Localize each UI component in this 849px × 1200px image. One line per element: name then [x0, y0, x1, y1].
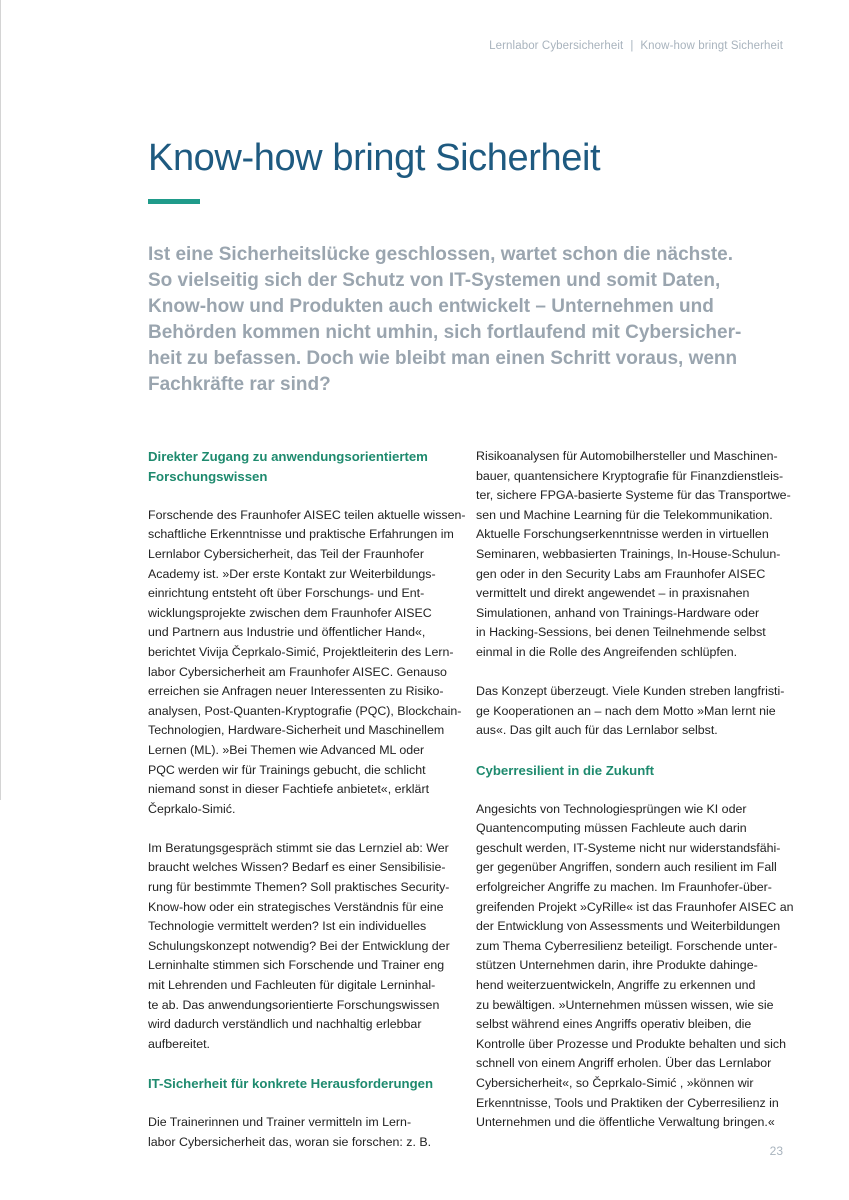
lead-line: Behörden kommen nicht umhin, sich fortlaufend mit Cybersicher-: [148, 322, 742, 343]
page-number: 23: [769, 1144, 783, 1158]
text-line: Unternehmen und die öffentliche Verwaltung bringen.«: [476, 1115, 775, 1130]
text-line: analysen, Post-Quanten-Kryptografie (PQC), Blockchain-: [148, 703, 462, 718]
header-separator: |: [630, 40, 634, 52]
text-line: labor Cybersicherheit am Fraunhofer AISEC. Genauso: [148, 664, 447, 679]
text-line: Simulationen, anhand von Trainings-Hardware oder: [476, 605, 760, 620]
text-line: Technologie vermittelt werden? Ist ein individuelles: [148, 919, 427, 934]
text-line: Kontrolle über Prozesse und Produkte behalten und sich: [476, 1036, 786, 1051]
text-line: Seminaren, webbasierten Trainings, In-House-Schulun-: [476, 546, 781, 561]
text-line: Im Beratungsgespräch stimmt sie das Lernziel ab: Wer: [148, 840, 449, 855]
text-line: zu bewältigen. »Unternehmen müssen wissen, wie sie: [476, 997, 774, 1012]
text-line: Aktuelle Forschungserkenntnisse werden in virtuellen: [476, 527, 769, 542]
text-line: Academy ist. »Der erste Kontakt zur Weiterbildungs-: [148, 566, 436, 581]
text-line: hend weiterzuentwickeln, Angriffe zu erkennen und: [476, 978, 756, 993]
text-line: PQC werden wir für Trainings gebucht, die schlicht: [148, 762, 426, 777]
text-line: Čeprkalo-Simić.: [148, 801, 236, 816]
lead-line: Ist eine Sicherheitslücke geschlossen, wartet schon die nächste.: [148, 244, 733, 265]
text-line: Technologien, Hardware-Sicherheit und Maschinellem: [148, 723, 445, 738]
page-edge-rule: [0, 0, 1, 800]
lead-line: So vielseitig sich der Schutz von IT-Systemen und somit Daten,: [148, 270, 721, 291]
lead-line: Know-how und Produkten auch entwickelt – Unternehmen und: [148, 296, 714, 317]
text-line: ger gegenüber Angriffen, sondern auch resilient im Fall: [476, 860, 777, 875]
section-heading-it-security: IT-Sicherheit für konkrete Herausforderungen: [148, 1076, 434, 1091]
text-line: Risikoanalysen für Automobilhersteller und Maschinen-: [476, 449, 778, 463]
text-line: berichtet Vivija Čeprkalo-Simić, Projektleiterin des Lern-: [148, 644, 454, 659]
heading-line: Forschungswissen: [148, 468, 268, 484]
text-line: Know-how oder ein strategisches Verständnis für eine: [148, 899, 444, 914]
text-line: niemand sonst in dieser Fachtiefe anbietet«, erklärt: [148, 782, 430, 797]
text-line: bauer, quantensichere Kryptografie für Finanzdienstleis-: [476, 468, 784, 483]
text-line: ge Kooperationen an – nach dem Motto »Man lernt nie: [476, 703, 776, 718]
text-line: Das Konzept überzeugt. Viele Kunden streben langfristi-: [476, 684, 785, 699]
lead-line: Fachkräfte rar sind?: [148, 374, 331, 395]
text-line: und Partnern aus Industrie und öffentlicher Hand«,: [148, 625, 426, 640]
lead-paragraph: [148, 242, 788, 398]
text-line: mit Lehrenden und Fachleuten für digitale Lerninhal-: [148, 978, 436, 993]
text-line: braucht welches Wissen? Bedarf es einer Sensibilisie-: [148, 860, 446, 875]
text-line: Quantencomputing müssen Fachleute auch darin: [476, 821, 747, 836]
text-line: rung für bestimmte Themen? Soll praktisches Security-: [148, 880, 450, 895]
running-header: [489, 40, 783, 52]
text-line: Die Trainerinnen und Trainer vermitteln im Lern-: [148, 1115, 412, 1130]
text-line: Forschende des Fraunhofer AISEC teilen aktuelle wissen-: [148, 507, 466, 522]
text-line: Erkenntnisse, Tools und Praktiken der Cyberresilienz in: [476, 1095, 779, 1110]
text-line: aufbereitet.: [148, 1036, 210, 1051]
text-line: zum Thema Cyberresilienz beteiligt. Forschende unter-: [476, 938, 778, 953]
paragraph: [148, 839, 478, 1055]
paragraph: [148, 506, 478, 820]
lead-line: heit zu befassen. Doch wie bleibt man einen Schritt voraus, wenn: [148, 348, 738, 369]
text-line: gen oder in den Security Labs am Fraunhofer AISEC: [476, 566, 766, 581]
text-line: geschult werden, IT-Systeme nicht nur widerstandsfähi-: [476, 840, 781, 855]
right-column: [476, 447, 806, 1133]
header-chapter: Know-how bringt Sicherheit: [640, 40, 783, 52]
text-line: Lerninhalte stimmen sich Forschende und Trainer eng: [148, 958, 445, 973]
text-line: aus«. Das gilt auch für das Lernlabor selbst.: [476, 723, 718, 738]
left-column: [148, 447, 478, 1152]
paragraph: [476, 800, 806, 1133]
text-line: sen und Machine Learning für die Telekommunikation.: [476, 507, 773, 522]
text-line: Schulungskonzept notwendig? Bei der Entwicklung der: [148, 938, 450, 953]
section-heading-cyberresilient: Cyberresilient in die Zukunft: [476, 762, 655, 778]
text-line: Lernlabor Cybersicherheit, das Teil der Fraunhofer: [148, 546, 424, 561]
text-line: in Hacking-Sessions, bei denen Teilnehmende selbst: [476, 625, 766, 640]
text-line: te ab. Das anwendungsorientierte Forschungswissen: [148, 997, 440, 1012]
paragraph: [476, 447, 806, 663]
text-line: labor Cybersicherheit das, woran sie forschen: z. B.: [148, 1134, 432, 1149]
text-line: schnell von einem Angriff erholen. Über das Lernlabor: [476, 1056, 772, 1071]
text-line: erfolgreicher Angriffe zu machen. Im Fraunhofer-über-: [476, 880, 772, 895]
text-line: greifenden Projekt »CyRille« ist das Fraunhofer AISEC an: [476, 899, 794, 914]
paragraph: [148, 1113, 478, 1152]
text-line: selbst während eines Angriffs operativ bleiben, die: [476, 1017, 752, 1032]
text-line: einrichtung entsteht oft über Forschungs- und Ent-: [148, 586, 425, 601]
section-heading-direct-access: [148, 447, 478, 486]
text-line: Cybersicherheit«, so Čeprkalo-Simić , »können wir: [476, 1076, 754, 1090]
text-line: vermittelt und direkt angewendet – in praxisnahen: [476, 586, 750, 601]
text-line: wird dadurch verständlich und nachhaltig erlebbar: [148, 1017, 422, 1032]
text-line: einmal in die Rolle des Angreifenden schlüpfen.: [476, 644, 738, 659]
title-accent-rule: [148, 199, 200, 204]
header-section: Lernlabor Cybersicherheit: [489, 40, 624, 52]
text-line: schaftliche Erkenntnisse und praktische Erfahrungen im: [148, 527, 454, 542]
text-line: der Entwicklung von Assessments und Weiterbildungen: [476, 919, 781, 934]
text-line: Lernen (ML). »Bei Themen wie Advanced ML oder: [148, 742, 425, 757]
page-title: Know-how bringt Sicherheit: [148, 137, 601, 179]
text-line: Angesichts von Technologiesprüngen wie KI oder: [476, 801, 747, 816]
text-line: ter, sichere FPGA-basierte Systeme für das Transportwe-: [476, 488, 791, 503]
text-line: stützen Unternehmen darin, ihre Produkte dahinge-: [476, 958, 758, 973]
text-line: wicklungsprojekte zwischen dem Fraunhofer AISEC: [148, 605, 432, 620]
heading-line: Direkter Zugang zu anwendungsorientiertem: [148, 449, 428, 464]
text-line: erreichen sie Anfragen neuer Interessenten zu Risiko-: [148, 684, 444, 699]
paragraph: [476, 682, 806, 741]
